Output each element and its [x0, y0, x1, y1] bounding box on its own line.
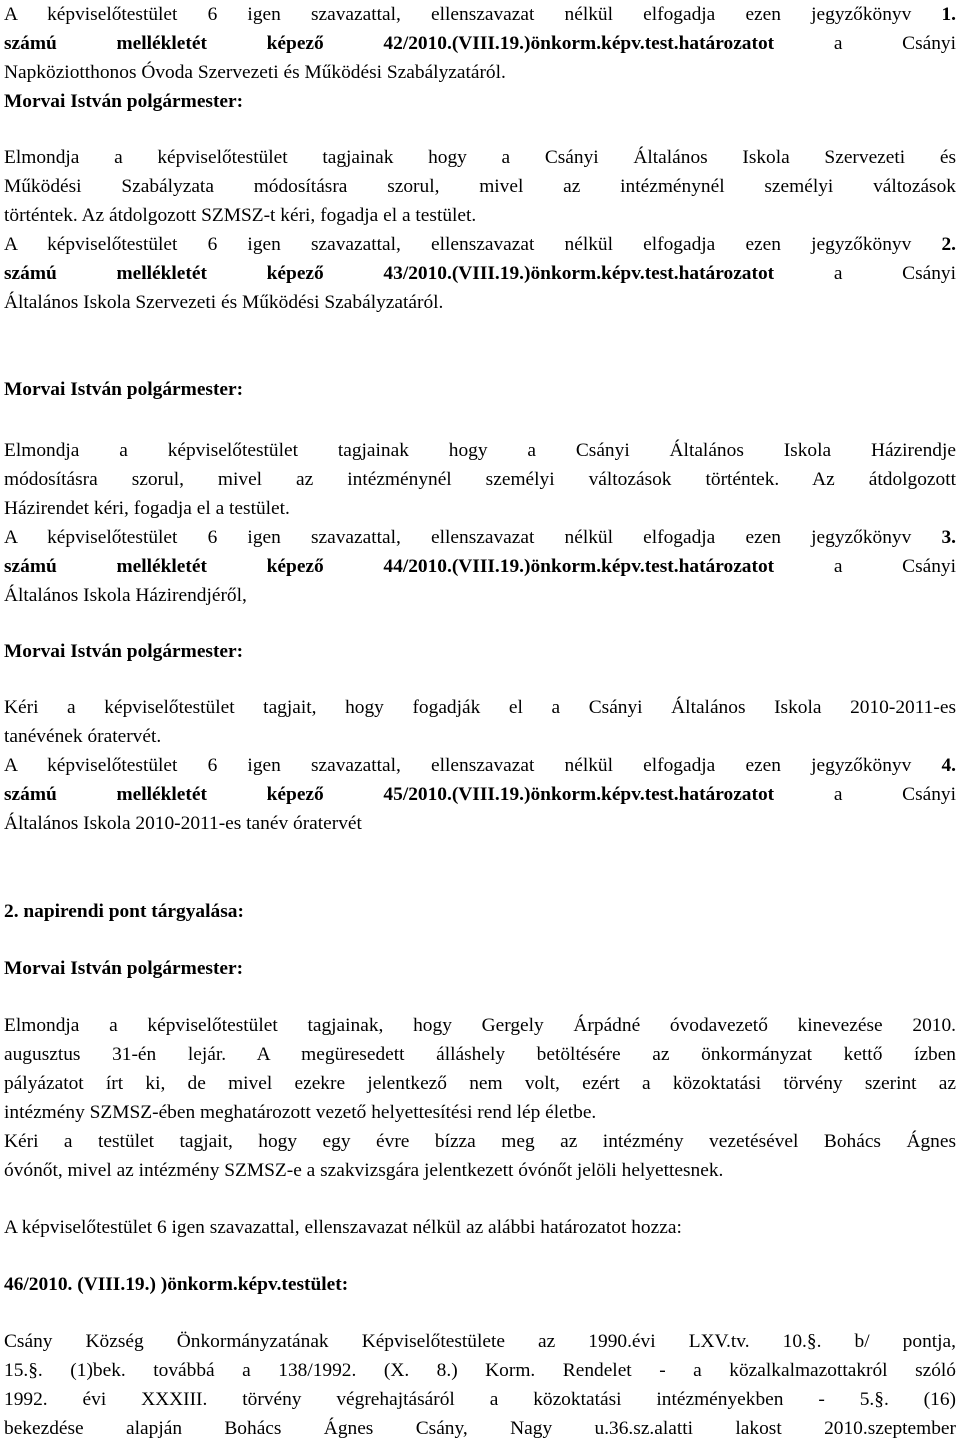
resolution-subject-line — [4, 58, 956, 87]
text-run: Kéri a testület tagjait, hogy egy évre bízza meg az intézmény vezetésével Bohács Ágnes — [4, 1131, 956, 1152]
paragraph-line — [4, 693, 956, 722]
paragraph-line — [4, 1356, 956, 1385]
vote-statement-line — [4, 523, 956, 552]
text-run: módosításra szorul, mivel az intézménynél személyi változások történtek. Az átdolgozott — [4, 469, 956, 490]
text-run: a Csányi — [774, 784, 956, 805]
paragraph-line — [4, 1040, 956, 1069]
paragraph-line — [4, 465, 956, 494]
text-run: A képviselőtestület 6 igen szavazattal, ellenszavazat nélkül az alábbi határozatot hozza: — [4, 1217, 682, 1238]
vote-statement-line — [4, 230, 956, 259]
item-number: 3. — [941, 527, 956, 548]
speaker-heading — [4, 954, 956, 983]
speaker-heading — [4, 87, 956, 116]
resolution-heading — [4, 1270, 956, 1299]
text-run: Kéri a képviselőtestület tagjait, hogy fogadják el a Csányi Általános Iskola 2010-2011-es — [4, 697, 956, 718]
agenda-heading — [4, 897, 956, 926]
paragraph-line — [4, 1156, 956, 1185]
agenda-title: 2. napirendi pont tárgyalása: — [4, 901, 244, 922]
text-run: Általános Iskola Házirendjéről, — [4, 585, 247, 606]
resolution-number: számú mellékletét képező 44/2010.(VIII.19.)önkorm.képv.test.határozatot — [4, 556, 775, 577]
resolution-number: 46/2010. (VIII.19.) )önkorm.képv.testület: — [4, 1274, 349, 1295]
text-run: pályázatot írt ki, de mivel ezekre jelentkező nem volt, ezért a közoktatási törvény szerint az — [4, 1073, 956, 1094]
vote-statement-line — [4, 0, 956, 29]
text-run: Elmondja a képviselőtestület tagjainak hogy a Csányi Általános Iskola Házirendje — [4, 440, 956, 461]
paragraph-line — [4, 143, 956, 172]
paragraph-line — [4, 1069, 956, 1098]
text-run: Elmondja a képviselőtestület tagjainak, hogy Gergely Árpádné óvodavezető kinevezése 2010. — [4, 1015, 956, 1036]
item-number: 2. — [941, 234, 956, 255]
resolution-subject-line — [4, 581, 956, 610]
paragraph-line — [4, 1385, 956, 1414]
text-run: Napköziotthonos Óvoda Szervezeti és Működési Szabályzatáról. — [4, 62, 506, 83]
speaker-name: Morvai István polgármester: — [4, 379, 244, 400]
text-run: történtek. Az átdolgozott SZMSZ-t kéri, fogadja el a testület. — [4, 205, 477, 226]
paragraph-line — [4, 1011, 956, 1040]
resolution-reference-line — [4, 780, 956, 809]
text-run: a Csányi — [774, 556, 956, 577]
text-run: tanévének óratervét. — [4, 726, 162, 747]
speaker-name: Morvai István polgármester: — [4, 91, 244, 112]
text-run: augusztus 31-én lejár. A megüresedett álláshely betöltésére az önkormányzat kettő ízben — [4, 1044, 956, 1065]
resolution-number: számú mellékletét képező 42/2010.(VIII.19.)önkorm.képv.test.határozatot — [4, 33, 775, 54]
vote-statement-line — [4, 1213, 956, 1242]
paragraph-line — [4, 1414, 956, 1443]
text-run: Elmondja a képviselőtestület tagjainak hogy a Csányi Általános Iskola Szervezeti és — [4, 147, 956, 168]
text-run: Általános Iskola 2010-2011-es tanév óratervét — [4, 813, 362, 834]
text-run: 15.§. (1)bek. továbbá a 138/1992. (X. 8.) Korm. Rendelet - a közalkalmazottakról szóló — [4, 1360, 956, 1381]
resolution-reference-line — [4, 259, 956, 288]
paragraph-line — [4, 201, 956, 230]
text-run: a Csányi — [774, 263, 956, 284]
text-run: Általános Iskola Szervezeti és Működési Szabályzatáról. — [4, 292, 444, 313]
paragraph-line — [4, 1327, 956, 1356]
text-run: 1992. évi XXXIII. törvény végrehajtásáról a közoktatási intézményekben - 5.§. (16) — [4, 1389, 956, 1410]
paragraph-line — [4, 494, 956, 523]
text-run: bekezdése alapján Bohács Ágnes Csány, Nagy u.36.sz.alatti lakost 2010.szeptember — [4, 1418, 956, 1439]
paragraph-line — [4, 1127, 956, 1156]
paragraph-line — [4, 172, 956, 201]
resolution-reference-line — [4, 29, 956, 58]
resolution-reference-line — [4, 552, 956, 581]
text-run: a Csányi — [774, 33, 956, 54]
speaker-heading — [4, 375, 956, 404]
resolution-number: számú mellékletét képező 45/2010.(VIII.19.)önkorm.képv.test.határozatot — [4, 784, 775, 805]
text-run: A képviselőtestület 6 igen szavazattal, ellenszavazat nélkül elfogadja ezen jegyzőkönyv 4. — [4, 755, 956, 776]
vote-statement-line — [4, 751, 956, 780]
paragraph-line — [4, 436, 956, 465]
speaker-heading — [4, 637, 956, 666]
resolution-subject-line — [4, 809, 956, 838]
item-number: 4. — [941, 755, 956, 776]
text-run: A képviselőtestület 6 igen szavazattal, ellenszavazat nélkül elfogadja ezen jegyzőkönyv 3. — [4, 527, 956, 548]
paragraph-line — [4, 722, 956, 751]
text-run: Házirendet kéri, fogadja el a testület. — [4, 498, 290, 519]
text-run: óvónőt, mivel az intézmény SZMSZ-e a szakvizsgára jelentkezett óvónőt jelöli helyettesnek. — [4, 1160, 724, 1181]
text-run: Csány Község Önkormányzatának Képviselőtestülete az 1990.évi LXV.tv. 10.§. b/ pontja, — [4, 1331, 956, 1352]
speaker-name: Morvai István polgármester: — [4, 958, 244, 979]
text-run: Működési Szabályzata módosításra szorul, mivel az intézménynél személyi változások — [4, 176, 956, 197]
resolution-number: számú mellékletét képező 43/2010.(VIII.19.)önkorm.képv.test.határozatot — [4, 263, 775, 284]
text-run: A képviselőtestület 6 igen szavazattal, ellenszavazat nélkül elfogadja ezen jegyzőkönyv 1. — [4, 4, 956, 25]
text-run: intézmény SZMSZ-ében meghatározott vezető helyettesítési rend lép életbe. — [4, 1102, 597, 1123]
speaker-name: Morvai István polgármester: — [4, 641, 244, 662]
text-run: A képviselőtestület 6 igen szavazattal, ellenszavazat nélkül elfogadja ezen jegyzőkönyv 2. — [4, 234, 956, 255]
item-number: 1. — [941, 4, 956, 25]
resolution-subject-line — [4, 288, 956, 317]
paragraph-line — [4, 1098, 956, 1127]
